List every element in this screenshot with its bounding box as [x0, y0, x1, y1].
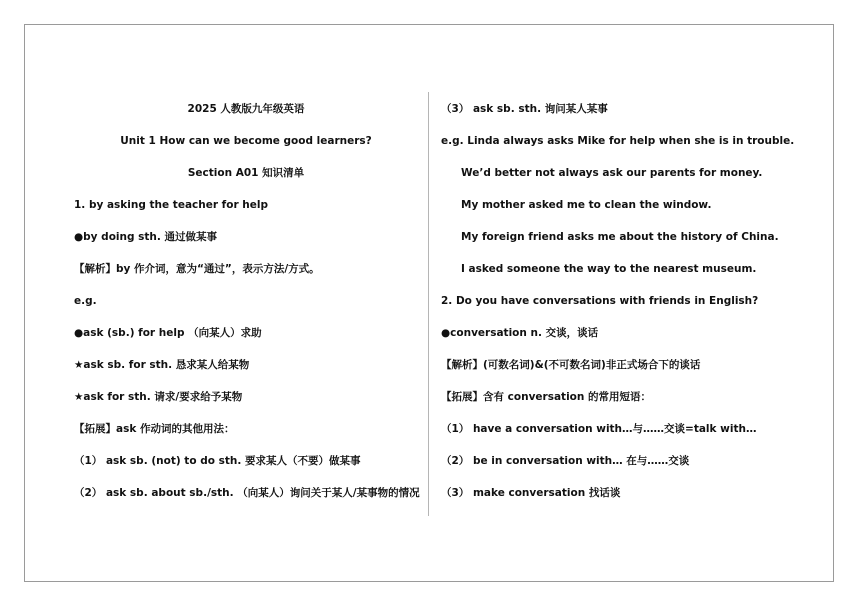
right-line-1: （3） ask sb. sth. 询问某人某事 — [441, 103, 608, 115]
left-line-1: 1. by asking the teacher for help — [74, 199, 269, 211]
column-divider — [428, 92, 429, 516]
unit-title: Unit 1 How can we become good learners? — [120, 135, 372, 147]
right-line-8: ●conversation n. 交谈，谈话 — [441, 327, 599, 339]
right-line-10: 【拓展】含有 conversation 的常用短语： — [441, 391, 652, 403]
right-line-7: 2. Do you have conversations with friends in English? — [441, 295, 759, 307]
left-line-4: e.g. — [74, 295, 97, 307]
right-line-6: I asked someone the way to the nearest museum. — [461, 263, 757, 275]
right-line-12: （2） be in conversation with… 在与……交谈 — [441, 455, 690, 467]
section-title: Section A01 知识清单 — [187, 167, 305, 179]
right-line-9: 【解析】(可数名词)&(不可数名词)非正式场合下的谈话 — [441, 359, 701, 371]
left-line-3: 【解析】by 作介词，意为“通过”，表示方法/方式。 — [74, 263, 320, 275]
left-line-2: ●by doing sth. 通过做某事 — [74, 231, 218, 243]
right-line-13: （3） make conversation 找话谈 — [441, 487, 621, 499]
left-line-7: ★ask for sth. 请求/要求给予某物 — [74, 391, 243, 403]
left-line-5: ●ask (sb.) for help （向某人）求助 — [74, 327, 262, 339]
right-line-5: My foreign friend asks me about the history of China. — [461, 231, 779, 243]
doc-title: 2025 人教版九年级英语 — [187, 103, 305, 115]
left-line-6: ★ask sb. for sth. 恳求某人给某物 — [74, 359, 250, 371]
right-line-4: My mother asked me to clean the window. — [461, 199, 712, 211]
left-line-10: （2） ask sb. about sb./sth. （向某人）询问关于某人/某事物的情况 — [74, 487, 420, 499]
left-line-9: （1） ask sb. (not) to do sth. 要求某人（不要）做某事 — [74, 455, 361, 467]
right-line-3: We’d better not always ask our parents for money. — [461, 167, 763, 179]
right-line-2: e.g. Linda always asks Mike for help when she is in trouble. — [441, 135, 795, 147]
left-line-8: 【拓展】ask 作动词的其他用法： — [74, 423, 235, 435]
right-line-11: （1） have a conversation with…与……交谈=talk with… — [441, 423, 757, 435]
